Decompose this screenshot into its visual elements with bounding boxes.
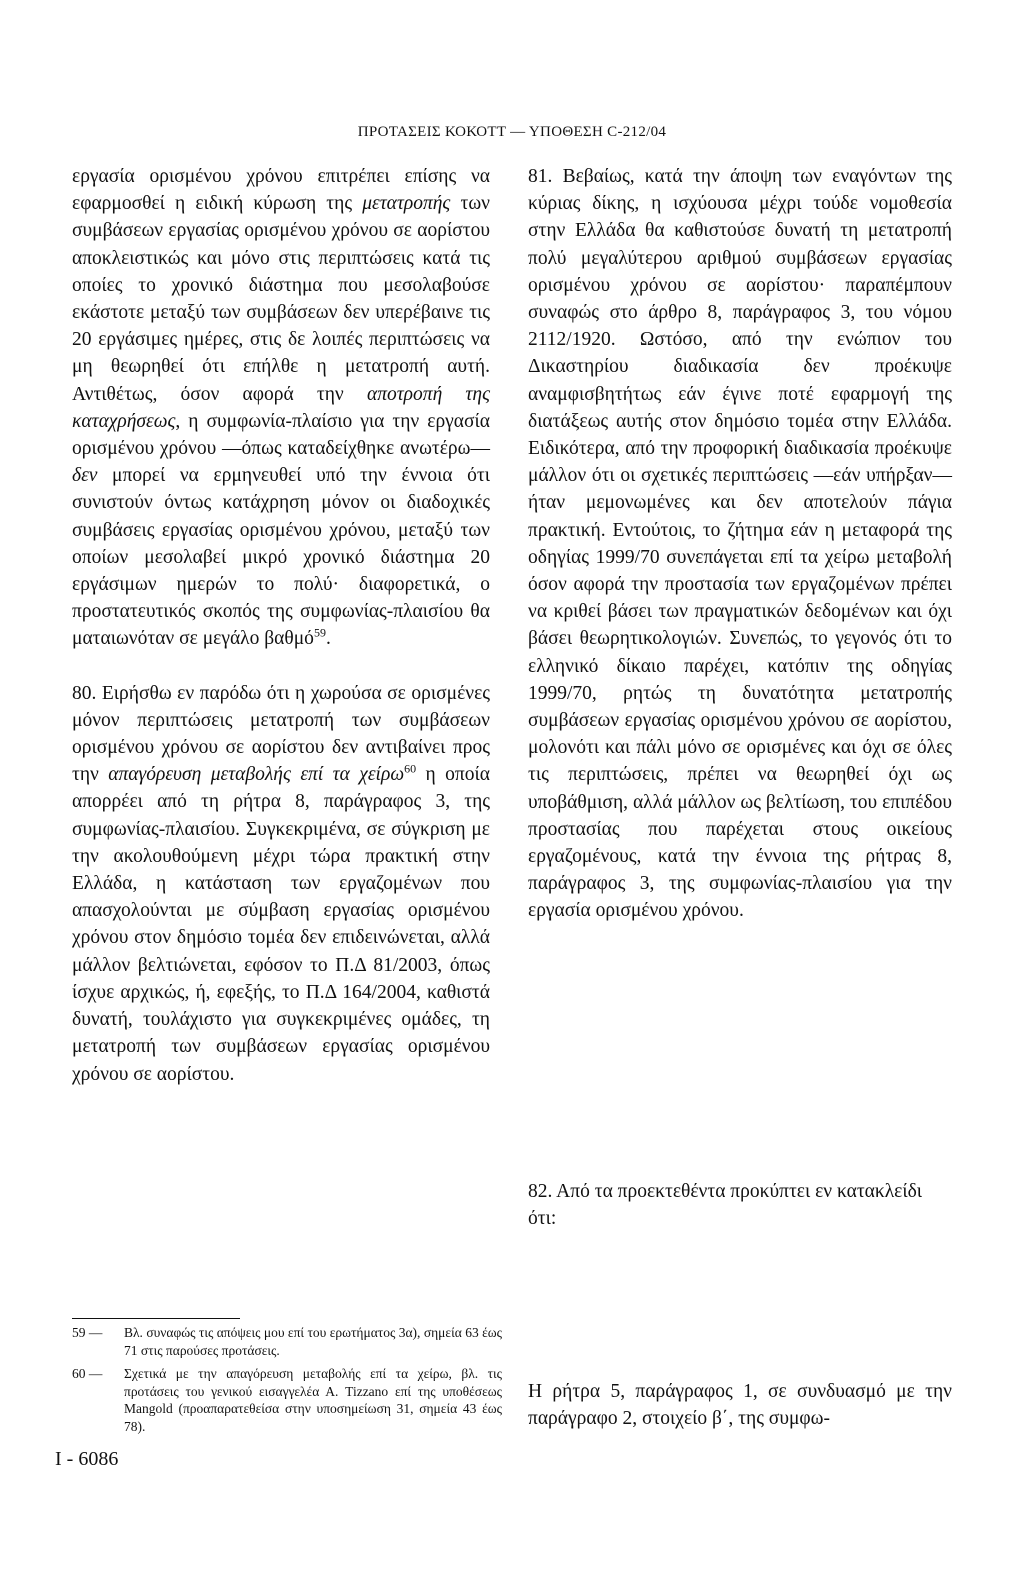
paragraph-81: 81. Βεβαίως, κατά την άποψη των εναγόντων της κύριας δίκης, η ισχύουσα μέχρι τούδε νομοθεσία στην Ελλάδα θα καθιστούσε δυνατή τη μετατροπή πολύ μεγαλύτερου αριθμού συμβάσεων εργασίας ορισμένου χρόνου σε αορίστου· παραπέμπουν συναφώς στο άρθρο 8, παράγραφος 3, του νόμου 2112/1920. Ωστόσο, από την ενώπιον του Δικαστηρίου διαδικασία δεν προέκυψε αναμφισβητήτως εάν έγινε ποτέ εφαρμογή της διατάξεως αυτής στον δημόσιο τομέα στην Ελλάδα. Ειδικότερα, από την προφορική διαδικασία προέκυψε μάλλον ότι οι σχετικές περιπτώσεις —εάν υπήρξαν— ήταν μεμονωμένες και δεν αποτελούν πάγια πρακτική. Εντούτοις, το ζήτημα εάν η μεταφορά της οδηγίας 1999/70 συνεπάγεται επί τα χείρω μεταβολή όσον αφορά την προστασία των εργαζομένων πρέπει να κριθεί βάσει των πραγματικών δεδομένων και όχι βάσει θεωρητικολογιών. Συνεπώς, το γεγονός ότι το ελληνικό δίκαιο παρέχει, κατόπιν της οδηγίας 1999/70, ρητώς τη δυνατότητα μετατροπής συμβάσεων εργασίας ορισμένου χρόνου σε αορίστου, μολονότι και πάλι μόνο σε ορισμένες και όχι σε όλες τις περιπτώσεις, πρέπει να θεωρηθεί όχι ως υποβάθμιση, αλλά μάλλον ως βελτίωση, του επιπέδου προστασίας που παρέχεται στους οικείους εργαζομένους, κατά την έννοια της ρήτρας 8, παράγραφος 3, της συμφωνίας-πλαισίου για την εργασία ορισμένου χρόνου. xyxy=(528,166,952,922)
paragraph-79-continuation: εργασία ορισμένου χρόνου επιτρέπει επίσης να εφαρμοσθεί η ειδική κύρωση της μετατροπής των συμβάσεων εργασίας ορισμένου χρόνου σε αορίστου αποκλειστικώς και μόνο στις περιπτώσεις κατά τις οποίες το χρονικό διάστημα που μεσολαβούσε εκάστοτε μεταξύ των συμβάσεων δεν υπερέβαινε τις 20 εργάσιμες ημέρες, στις δε λοιπές περιπτώσεις να μη θεωρηθεί ότι επήλθε η μετατροπή αυτή. Αντιθέτως, όσον αφορά την αποτροπή της καταχρήσεως, η συμφωνία-πλαίσιο για την εργασία ορισμένου χρόνου —όπως καταδείχθηκε ανωτέρω— δεν μπορεί να ερμηνευθεί υπό την έννοια ότι συνιστούν όντως κατάχρηση μόνον οι διαδοχικές συμβάσεις εργασίας ορισμένου χρόνου, μεταξύ των οποίων μεσολαβεί μικρό χρονικό διάστημα 20 εργάσιμων ημερών το πολύ· διαφορετικά, ο προστατευτικός σκοπός της συμφωνίας-πλαισίου θα ματαιωνόταν σε μεγάλο βαθμό$^{59}$. xyxy=(72,166,490,650)
left-column xyxy=(72,163,490,1088)
footnotes xyxy=(72,1324,502,1441)
running-header: ΠΡΟΤΑΣΕΙΣ ΚΟΚΟΤΤ — ΥΠΟΘΕΣΗ C-212/04 xyxy=(357,124,667,140)
conclusion-text: Η ρήτρα 5, παράγραφος 1, σε συνδυασμό με την παράγραφο 2, στοιχείο β΄, της συμφω- xyxy=(528,1381,952,1430)
paragraph-80: 80. Ειρήσθω εν παρόδω ότι η χωρούσα σε ορισμένες μόνον περιπτώσεις μετατροπή των συμβάσεων ορισμένου χρόνου σε αορίστου δεν αντιβαίνει προς την απαγόρευση μεταβολής επί τα χείρω$^{60}$ η οποία απορρέει από τη ρήτρα 8, παράγραφος 3, της συμφωνίας-πλαισίου. Συγκεκριμένα, σε σύγκριση με την ακολουθούμενη μέχρι τώρα πρακτική στην Ελλάδα, η κατάσταση των εργαζομένων που απασχολούνται με σύμβαση εργασίας ορισμένου χρόνου στον δημόσιο τομέα δεν επιδεινώνεται, αλλά μάλλον βελτιώνεται, εφόσον το Π.Δ 81/2003, όπως ίσχυε αρχικώς, ή, εφεξής, το Π.Δ 164/2004, καθιστά δυνατή, τουλάχιστο για συγκεκριμένες ομάδες, τη μετατροπή των συμβάσεων εργασίας ορισμένου χρόνου σε αορίστου. xyxy=(72,682,490,1085)
footnote-text: Βλ. συναφώς τις απόψεις μου επί του ερωτήματος 3α), σημεία 63 έως 71 στις παρούσες προτάσεις. xyxy=(124,1325,502,1358)
page-number: I - 6086 xyxy=(55,1448,119,1470)
right-column xyxy=(528,163,952,925)
footnote-number: 60 — xyxy=(72,1366,103,1381)
paragraph-82: 82. Από τα προεκτεθέντα προκύπτει εν κατακλείδι ότι: xyxy=(528,1181,923,1230)
footnote-ref-60[interactable]: 60 xyxy=(404,761,417,776)
footnote-ref-59[interactable]: 59 xyxy=(313,625,326,640)
footnote-60 xyxy=(72,1365,502,1435)
footnote-number: 59 — xyxy=(72,1325,103,1340)
footnote-text: Σχετικά με την απαγόρευση μεταβολής επί τα χείρω, βλ. τις προτάσεις του γενικού εισαγγελέα Α. Tizzano επί της υποθέσεως Mangold (προαπαρατεθείσα στην υποσημείωση 31, σημεία 43 έως 78). xyxy=(124,1366,502,1434)
footnote-divider xyxy=(72,1318,240,1319)
footnote-59 xyxy=(72,1324,502,1359)
